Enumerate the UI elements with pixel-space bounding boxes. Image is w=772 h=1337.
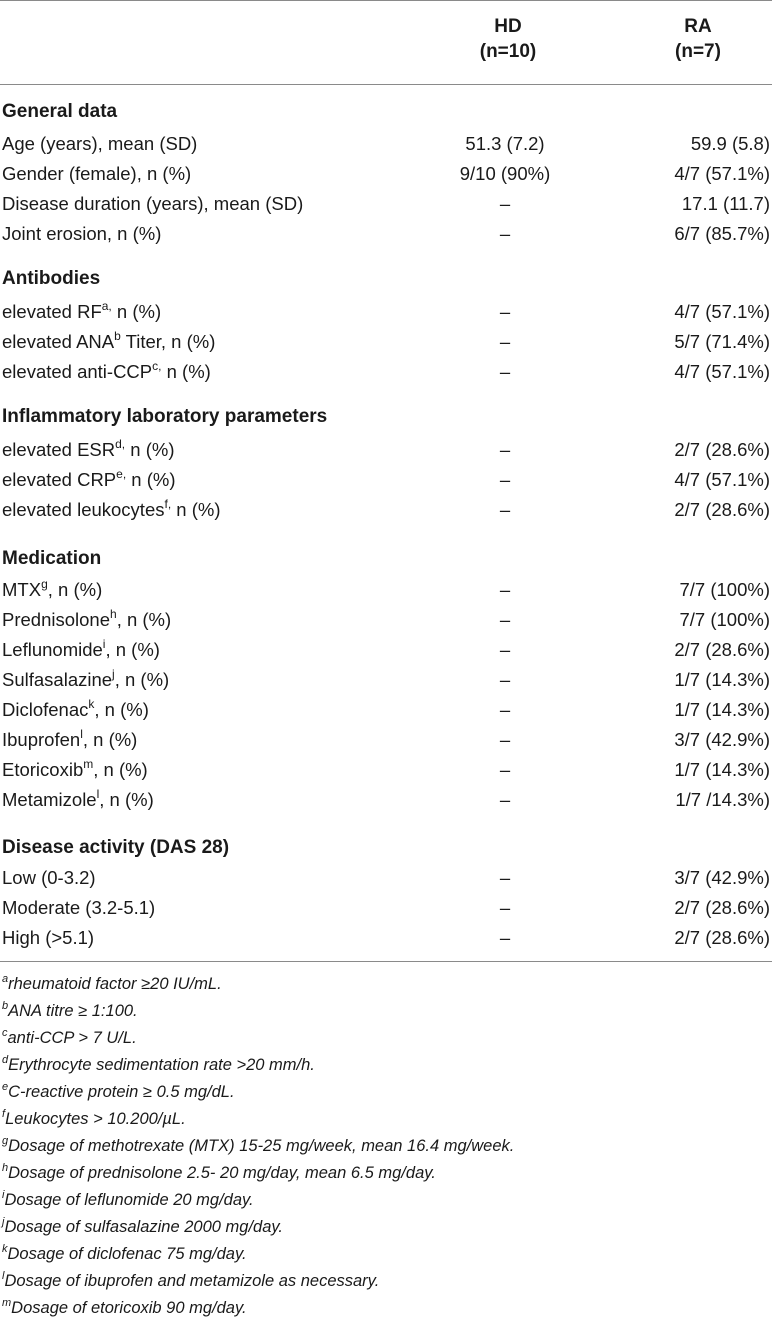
footnote: $^m$Dosage of etoricoxib 90 mg/day. xyxy=(2,1296,247,1317)
row-hd-value: – xyxy=(499,499,511,520)
table-row xyxy=(0,575,772,605)
table-row xyxy=(0,357,772,387)
row-label: elevated ANA$^b$ Titer, n (%) xyxy=(2,328,216,352)
row-hd-value: – xyxy=(499,579,511,600)
table-row xyxy=(0,785,772,815)
row-ra-value: 1/7 (14.3%) xyxy=(674,759,770,780)
row-label: Sulfasalazine$^j$, n (%) xyxy=(2,666,170,690)
row-ra-value: 59.9 (5.8) xyxy=(690,133,770,154)
footnote: $^d$Erythrocyte sedimentation rate >20 mm/h. xyxy=(2,1053,315,1074)
row-label: Low (0-3.2) xyxy=(2,867,96,888)
footnote: $^i$Dosage of leflunomide 20 mg/day. xyxy=(2,1188,254,1209)
footnote: $^c$anti-CCP > 7 U/L. xyxy=(2,1026,137,1047)
row-ra-value: 6/7 (85.7%) xyxy=(674,223,770,244)
row-ra-value: 17.1 (11.7) xyxy=(681,193,770,214)
row-ra-value: 4/7 (57.1%) xyxy=(674,469,770,490)
row-hd-value: – xyxy=(499,669,511,690)
row-hd-value: – xyxy=(499,439,511,460)
row-label: Disease duration (years), mean (SD) xyxy=(2,193,304,214)
row-label: Age (years), mean (SD) xyxy=(2,133,198,154)
row-label: Leflunomide$^i$, n (%) xyxy=(2,636,160,660)
row-label: Ibuprofen$^l$, n (%) xyxy=(2,726,138,750)
row-hd-value: – xyxy=(499,759,511,780)
row-ra-value: 1/7 (14.3%) xyxy=(674,669,770,690)
footnote: $^e$C-reactive protein ≥ 0.5 mg/dL. xyxy=(2,1080,235,1101)
row-hd-value: – xyxy=(499,639,511,660)
row-hd-value: – xyxy=(499,609,511,630)
row-ra-value: 2/7 (28.6%) xyxy=(674,897,770,918)
header-ra xyxy=(628,14,768,64)
table-row xyxy=(0,129,772,159)
section-title: Antibodies xyxy=(2,268,101,289)
header-hd xyxy=(438,14,578,64)
row-hd-value: – xyxy=(499,897,511,918)
header-ra-count: (n=7) xyxy=(675,41,721,62)
row-ra-value: 3/7 (42.9%) xyxy=(674,867,770,888)
row-hd-value: – xyxy=(499,927,511,948)
table-row xyxy=(0,695,772,725)
section-title: General data xyxy=(2,101,118,122)
row-hd-value: – xyxy=(499,193,511,214)
section-title: Inflammatory laboratory parameters xyxy=(2,406,328,427)
header-rule xyxy=(0,84,772,85)
section-title: Disease activity (DAS 28) xyxy=(2,837,230,858)
footnote: $^g$Dosage of methotrexate (MTX) 15-25 mg/week, mean 16.4 mg/week. xyxy=(2,1134,515,1155)
row-label: Etoricoxib$^m$, n (%) xyxy=(2,756,148,780)
row-hd-value: – xyxy=(499,301,511,322)
table-row xyxy=(0,755,772,785)
row-ra-value: 1/7 (14.3%) xyxy=(674,699,770,720)
table-row xyxy=(0,605,772,635)
row-ra-value: 4/7 (57.1%) xyxy=(674,361,770,382)
table-row xyxy=(0,635,772,665)
table-row xyxy=(0,435,772,465)
top-rule xyxy=(0,0,772,1)
row-ra-value: 2/7 (28.6%) xyxy=(674,639,770,660)
table-row xyxy=(0,159,772,189)
row-hd-value: – xyxy=(499,789,511,810)
row-ra-value: 2/7 (28.6%) xyxy=(674,927,770,948)
row-label: elevated anti-$CCP^{c,}$ n (%) xyxy=(2,358,211,382)
row-ra-value: 2/7 (28.6%) xyxy=(674,499,770,520)
footnote: $^h$Dosage of prednisolone 2.5- 20 mg/day, mean 6.5 mg/day. xyxy=(2,1161,436,1182)
row-ra-value: 2/7 (28.6%) xyxy=(674,439,770,460)
row-label: elevated $CRP^{e,}$ n (%) xyxy=(2,466,176,490)
row-label: Diclofenac$^k$, n (%) xyxy=(2,696,149,720)
row-label: High (>5.1) xyxy=(2,927,95,948)
row-hd-value: – xyxy=(499,469,511,490)
table-row xyxy=(0,189,772,219)
row-ra-value: 4/7 (57.1%) xyxy=(674,163,770,184)
section-title: Medication xyxy=(2,548,102,569)
bottom-rule xyxy=(0,961,772,962)
table-row xyxy=(0,893,772,923)
table-row xyxy=(0,465,772,495)
footnote: $^l$Dosage of ibuprofen and metamizole as necessary. xyxy=(2,1269,380,1290)
row-label: Joint erosion, n (%) xyxy=(2,223,162,244)
table-row xyxy=(0,297,772,327)
row-label: elevated $ESR^{d,}$ n (%) xyxy=(2,436,175,460)
footnote: $^b$ANA titre ≥ 1:100. xyxy=(2,999,138,1020)
row-hd-value: – xyxy=(499,867,511,888)
row-ra-value: 1/7 /14.3%) xyxy=(675,789,770,810)
footnote: $^a$rheumatoid factor ≥20 IU/mL. xyxy=(2,972,222,993)
table-row xyxy=(0,495,772,525)
row-hd-value: – xyxy=(499,729,511,750)
row-ra-value: 3/7 (42.9%) xyxy=(674,729,770,750)
header-hd-title: HD xyxy=(494,16,522,37)
row-hd-value: – xyxy=(499,223,511,244)
table-row xyxy=(0,725,772,755)
table-row xyxy=(0,219,772,249)
footnote: $^k$Dosage of diclofenac 75 mg/day. xyxy=(2,1242,247,1263)
footnote: $^f$Leukocytes > 10.200/µL. xyxy=(2,1107,186,1128)
row-hd-value: 9/10 (90%) xyxy=(459,163,551,184)
table-row xyxy=(0,923,772,953)
row-label: Prednisolone$^h$, n (%) xyxy=(2,606,172,630)
row-ra-value: 5/7 (71.4%) xyxy=(674,331,770,352)
row-hd-value: – xyxy=(499,361,511,382)
header-ra-title: RA xyxy=(684,16,712,37)
row-label: MTX$^g$, n (%) xyxy=(2,576,103,600)
row-label: Moderate (3.2-5.1) xyxy=(2,897,156,918)
table-row xyxy=(0,665,772,695)
row-label: Gender (female), n (%) xyxy=(2,163,192,184)
row-hd-value: – xyxy=(499,699,511,720)
row-hd-value: 51.3 (7.2) xyxy=(465,133,545,154)
row-label: elevated leukocytes$^{f,}$ n (%) xyxy=(2,496,221,520)
table-row xyxy=(0,327,772,357)
table-row xyxy=(0,863,772,893)
header-hd-count: (n=10) xyxy=(479,41,537,62)
row-ra-value: 7/7 (100%) xyxy=(679,609,770,630)
footnote: $^j$Dosage of sulfasalazine 2000 mg/day. xyxy=(2,1215,283,1236)
row-ra-value: 7/7 (100%) xyxy=(679,579,770,600)
row-ra-value: 4/7 (57.1%) xyxy=(674,301,770,322)
row-label: elevated $RF^{a,}$ n (%) xyxy=(2,298,162,322)
row-hd-value: – xyxy=(499,331,511,352)
row-label: Metamizole$^l$, n (%) xyxy=(2,786,154,810)
